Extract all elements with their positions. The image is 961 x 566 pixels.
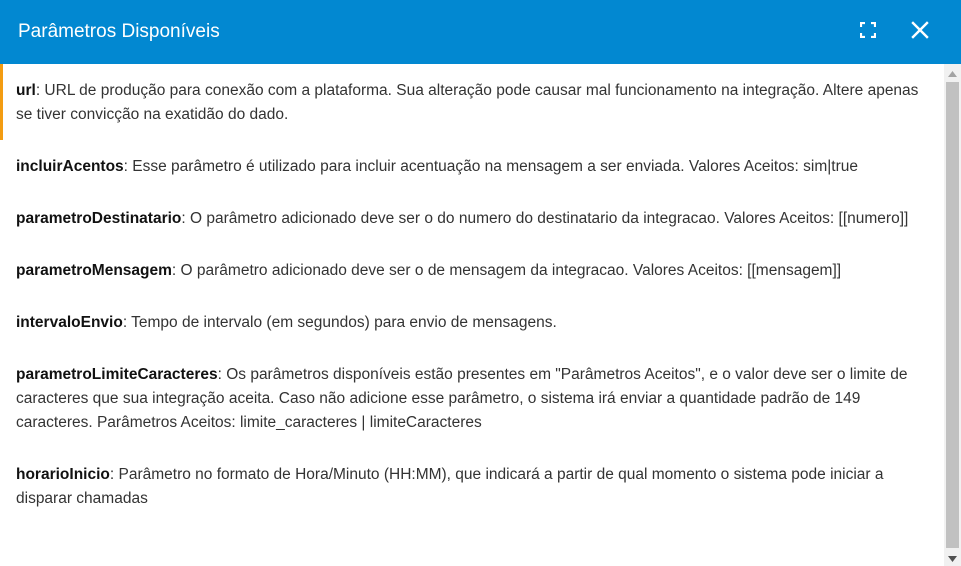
param-horario-inicio (16, 463, 928, 511)
scroll-down-button[interactable] (944, 549, 961, 566)
param-description: : Esse parâmetro é utilizado para incluir acentuação na mensagem a ser enviada. Valores Aceitos: sim|true (123, 158, 859, 175)
param-description: : O parâmetro adicionado deve ser o do numero do destinatario da integracao. Valores Aceitos: [[numero]] (181, 210, 909, 227)
scroll-down-arrow-icon (948, 549, 957, 566)
param-description: : Tempo de intervalo (em segundos) para envio de mensagens. (122, 314, 557, 331)
dialog-title: Parâmetros Disponíveis (18, 21, 220, 42)
close-icon (911, 21, 929, 44)
vertical-scrollbar[interactable] (944, 64, 961, 566)
parameters-content (0, 64, 944, 566)
param-url (16, 79, 928, 127)
param-description: : Parâmetro no formato de Hora/Minuto (HH:MM), que indicará a partir de qual momento o sistema pode iniciar a disparar chamadas (16, 466, 884, 507)
param-name: parametroLimiteCaracteres (16, 366, 218, 383)
param-name: parametroMensagem (16, 262, 172, 279)
param-description: : Os parâmetros disponíveis estão presentes em "Parâmetros Aceitos", e o valor deve ser o limite de caracteres que sua integração aceita. Caso não adicione esse parâmetro, o sistema irá enviar a quantidade padrão de 149 caracteres. Parâmetros Aceitos: limite_caracteres | limiteCaracteres (16, 366, 908, 431)
param-name: intervaloEnvio (16, 314, 123, 331)
param-incluir-acentos (16, 155, 928, 179)
param-description: : O parâmetro adicionado deve ser o de mensagem da integracao. Valores Aceitos: [[mensagem]] (171, 262, 842, 279)
param-description: : URL de produção para conexão com a plataforma. Sua alteração pode causar mal funcionamento na integração. Altere apenas se tiver convicção na exatidão do dado. (16, 82, 919, 123)
maximize-button[interactable] (854, 18, 882, 46)
param-name: incluirAcentos (16, 158, 124, 175)
param-name: parametroDestinatario (16, 210, 182, 227)
maximize-icon (860, 22, 876, 43)
param-name: url (16, 82, 36, 99)
close-button[interactable] (906, 18, 934, 46)
param-parametro-limite-caracteres (16, 363, 928, 435)
dialog-header (0, 0, 961, 64)
param-intervalo-envio (16, 311, 928, 335)
scroll-up-button[interactable] (944, 64, 961, 81)
scrollbar-thumb[interactable] (946, 82, 959, 548)
param-parametro-destinatario (16, 207, 928, 231)
scroll-up-arrow-icon (948, 64, 957, 82)
param-parametro-mensagem (16, 259, 928, 283)
param-name: horarioInicio (16, 466, 110, 483)
